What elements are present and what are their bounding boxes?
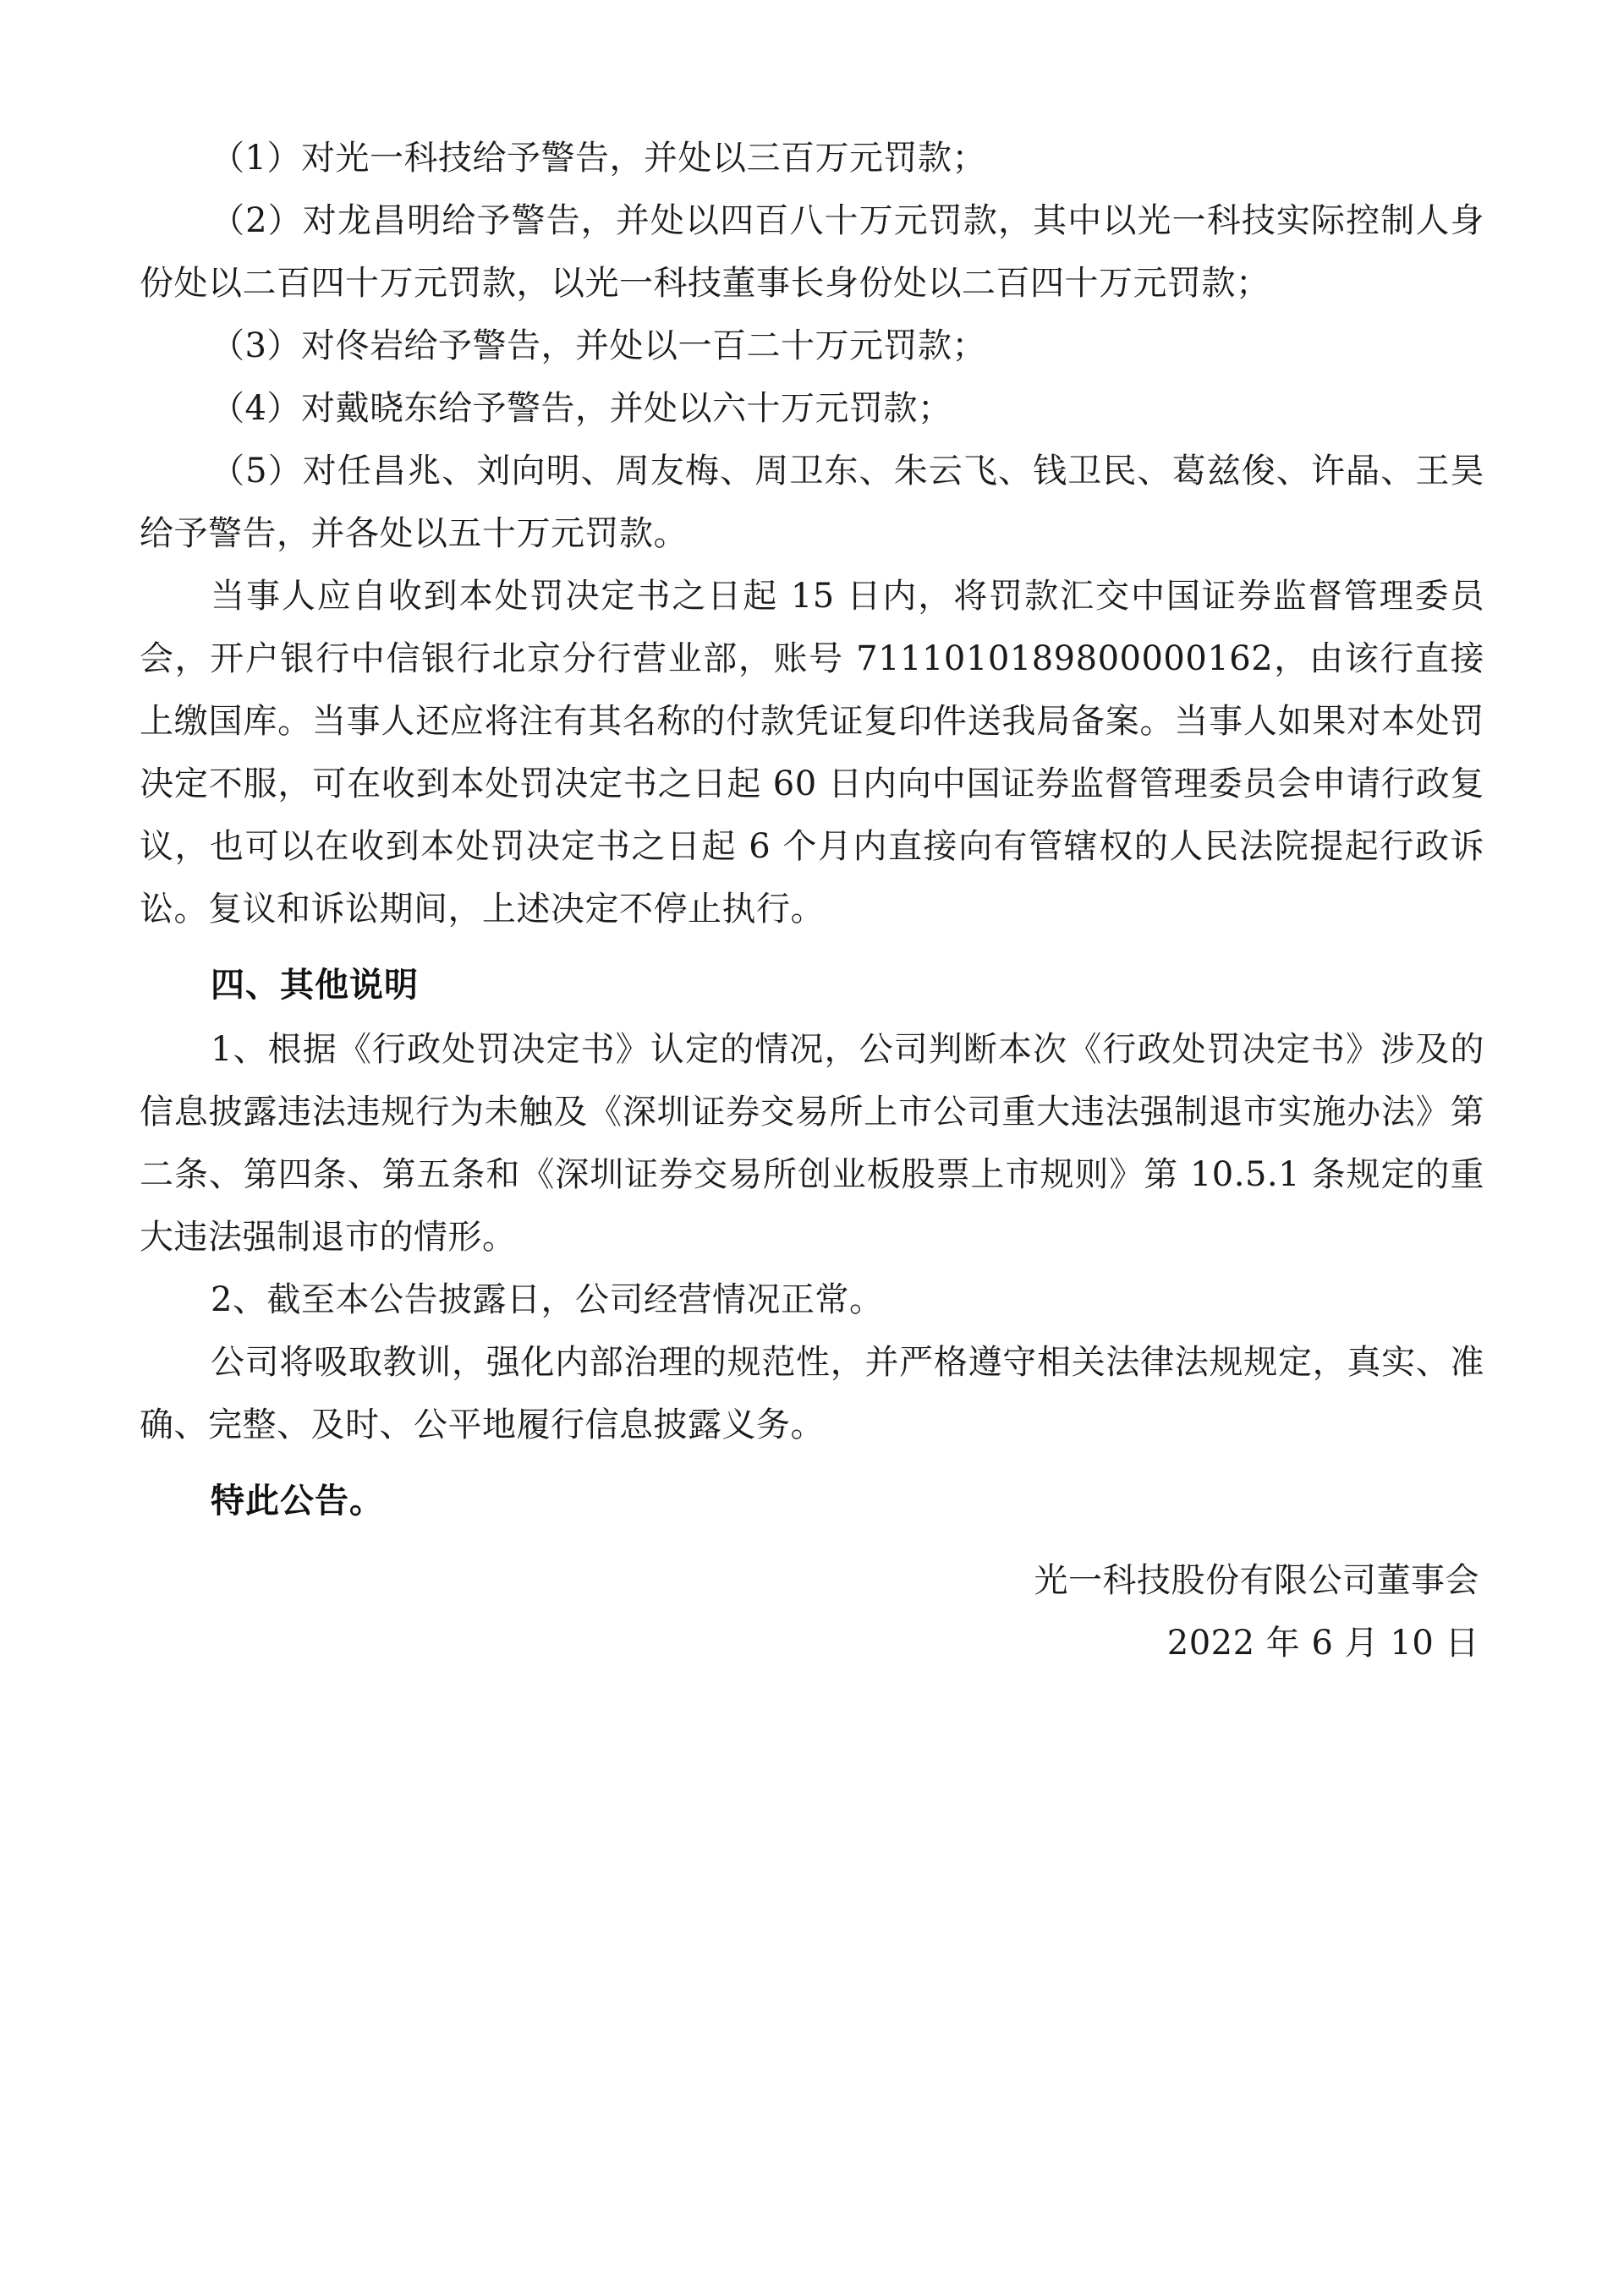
closing-statement: 特此公告。: [211, 1481, 384, 1521]
signing-company: 光一科技股份有限公司董事会: [1034, 1561, 1479, 1600]
penalty-item-3: （3）对佟岩给予警告，并处以一百二十万元罚款；: [211, 326, 986, 365]
signing-date: 2022 年 6 月 10 日: [1166, 1624, 1479, 1663]
penalty-item-2: （2）对龙昌明给予警告，并处以四百八十万元罚款，其中以光一科技实际控制人身份处以二百四十万元罚款，以光一科技董事长身份处以二百四十万元罚款；: [140, 201, 1484, 303]
other-note-3: 公司将吸取教训，强化内部治理的规范性，并严格遵守相关法律法规规定，真实、准确、完整、及时、公平地履行信息披露义务。: [140, 1343, 1484, 1444]
penalty-item-1: （1）对光一科技给予警告，并处以三百万元罚款；: [211, 139, 986, 178]
penalty-item-4: （4）对戴晓东给予警告，并处以六十万元罚款；: [211, 389, 952, 428]
signature-block: [140, 1549, 1484, 1674]
document-body: [140, 127, 1484, 1674]
other-note-2: 2、截至本公告披露日，公司经营情况正常。: [211, 1280, 884, 1319]
section-spacer: [140, 940, 1484, 945]
section-heading-other-notes: 四、其他说明: [211, 965, 419, 1005]
penalty-item-5: （5）对任昌兆、刘向明、周友梅、周卫东、朱云飞、钱卫民、葛兹俊、许晶、王昊给予警告，并各处以五十万元罚款。: [140, 452, 1484, 553]
other-note-1: 1、根据《行政处罚决定书》认定的情况，公司判断本次《行政处罚决定书》涉及的信息披露违法违规行为未触及《深圳证券交易所上市公司重大违法强制退市实施办法》第二条、第四条、第五条和《深圳证券交易所创业板股票上市规则》第 10.5.1 条规定的重大违法强制退市的情形。: [140, 1030, 1484, 1257]
payment-instructions-paragraph: 当事人应自收到本处罚决定书之日起 15 日内，将罚款汇交中国证券监督管理委员会，开户银行中信银行北京分行营业部，账号 7111010189800000162，由该行直接上缴国库。当事人还应将注有其名称的付款凭证复印件送我局备案。当事人如果对本处罚决定不服，可在收到本处罚决定书之日起 60 日内向中国证券监督管理委员会申请行政复议，也可以在收到本处罚决定书之日起 6 个月内直接向有管辖权的人民法院提起行政诉讼。复议和诉讼期间，上述决定不停止执行。: [140, 577, 1484, 929]
